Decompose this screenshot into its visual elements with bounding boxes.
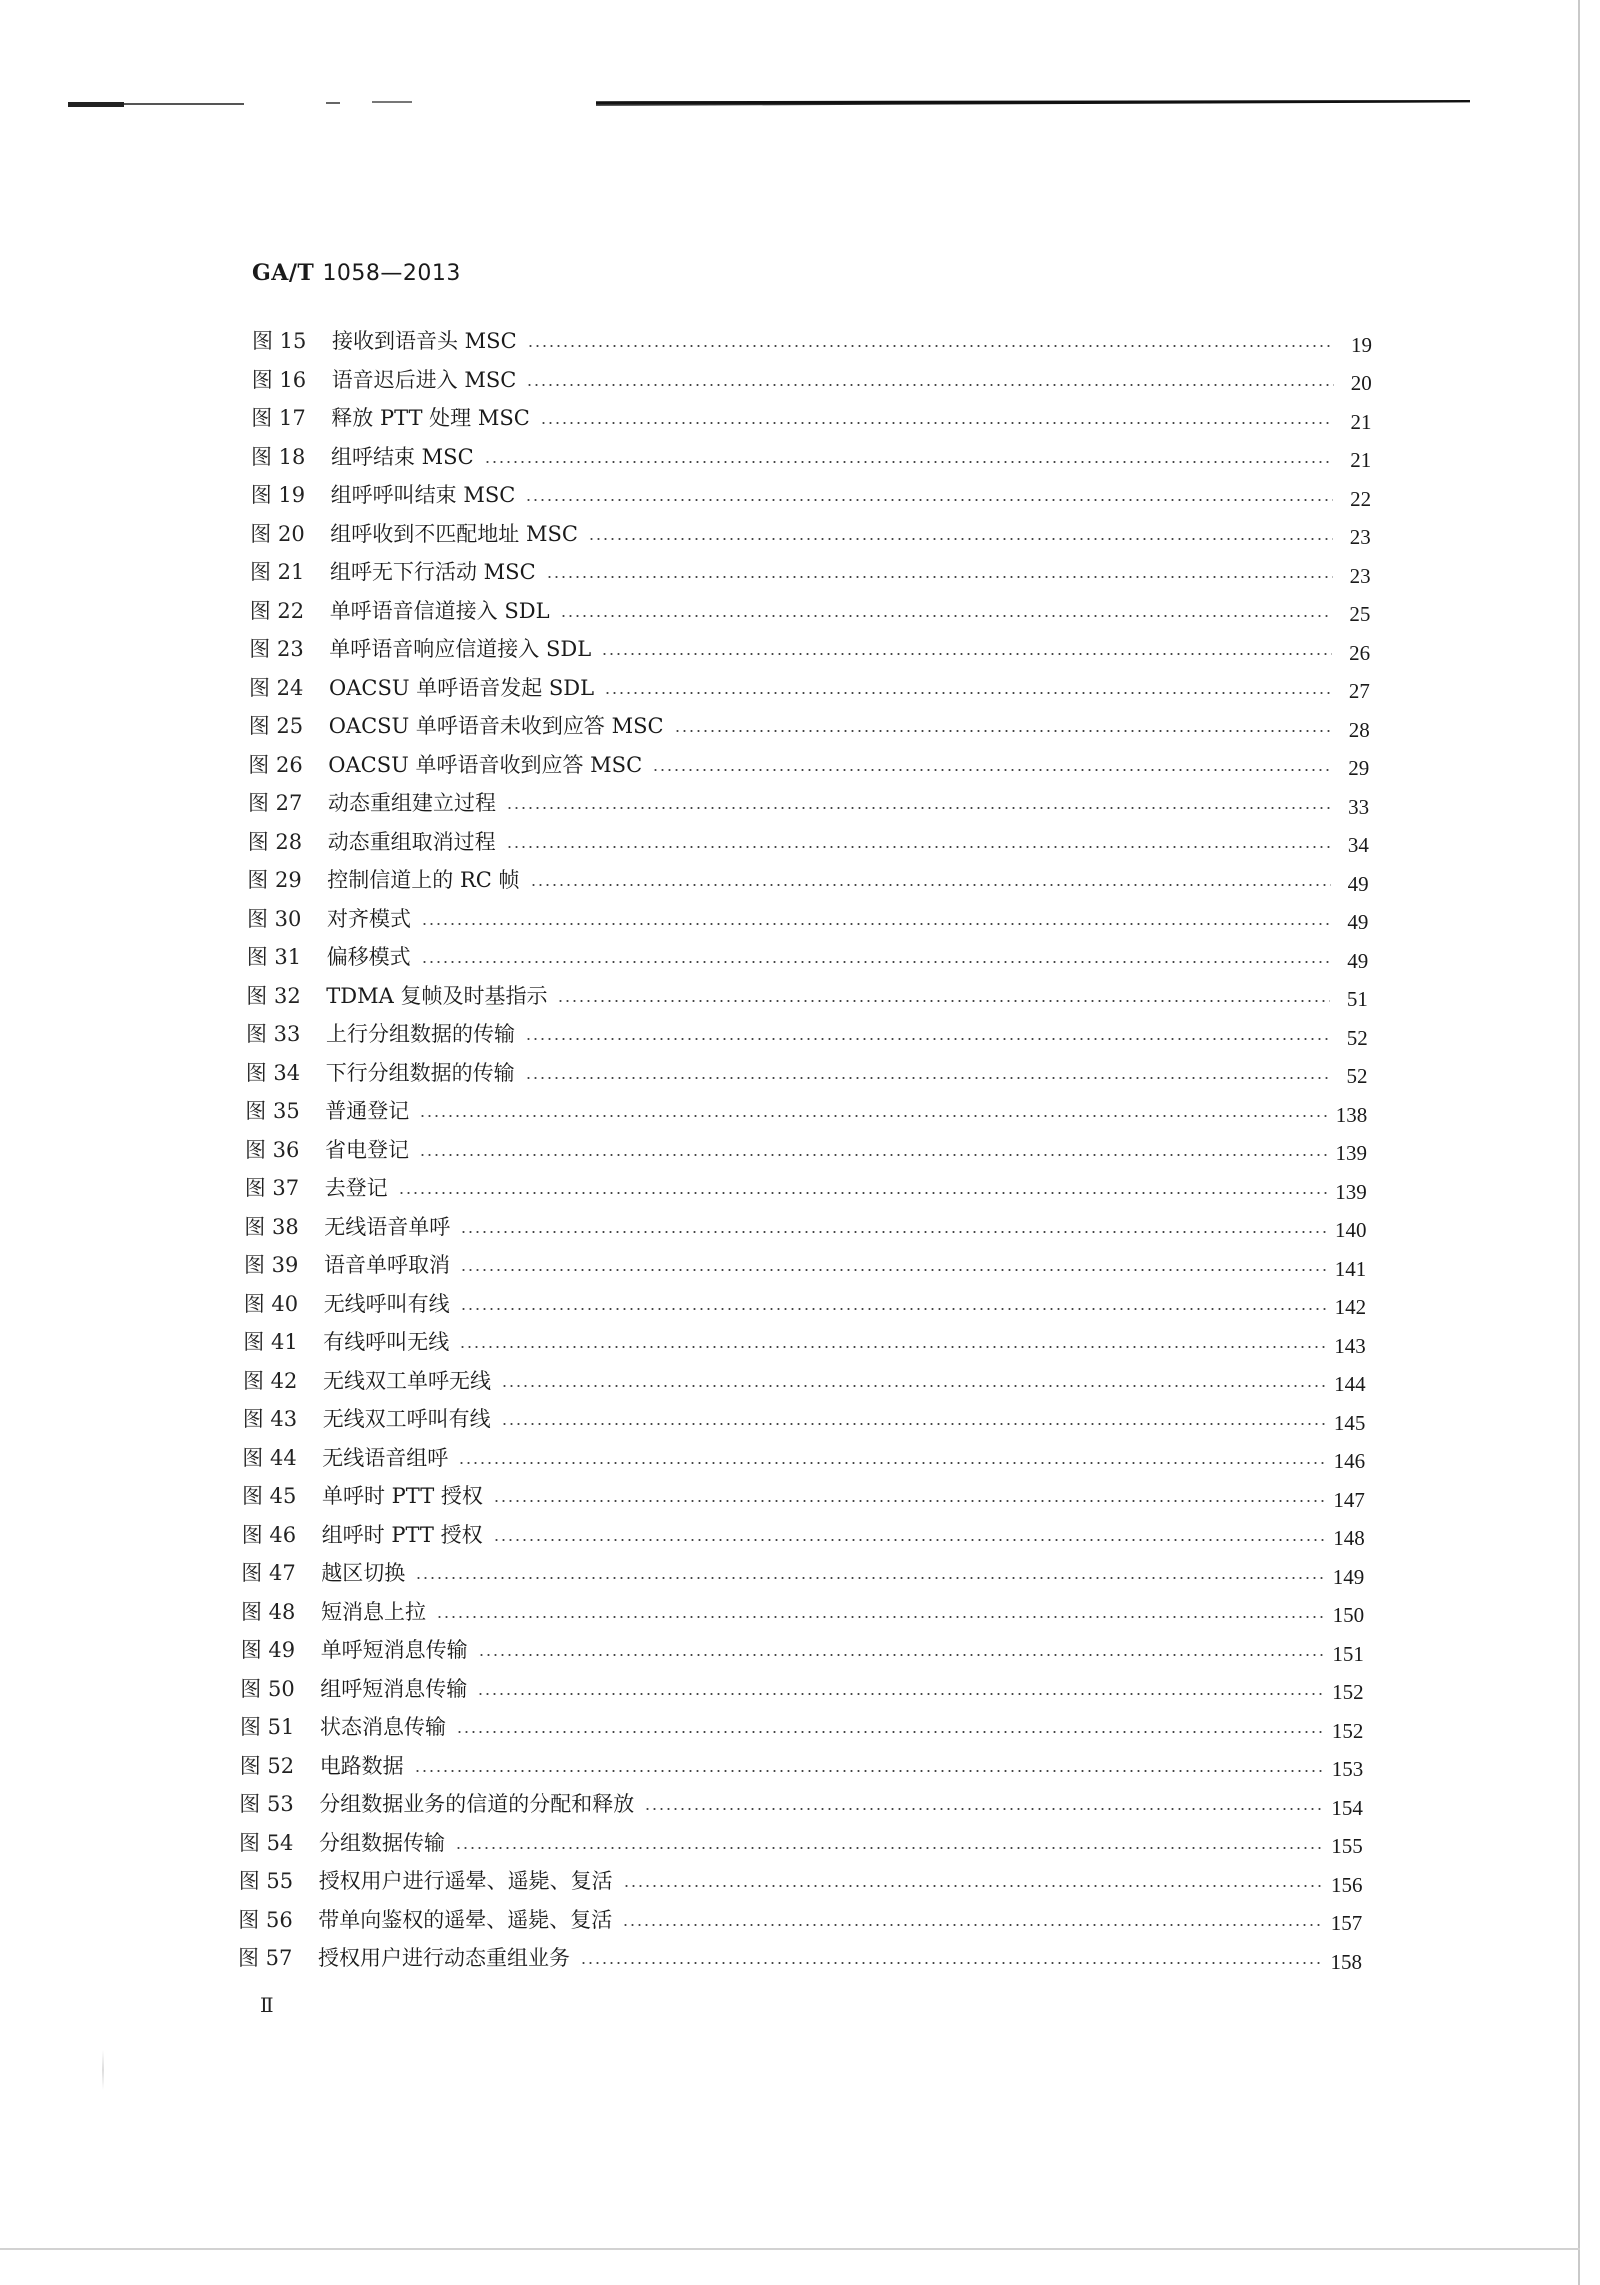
toc-title: 单呼时 PTT 授权 — [322, 1484, 483, 1508]
toc-page-number: 29 — [1348, 756, 1370, 780]
toc-page-number: 139 — [1335, 1179, 1367, 1204]
toc-page-number: 139 — [1335, 1141, 1367, 1165]
header-rule-left — [68, 102, 124, 107]
toc-figure-number: 图 50 — [240, 1676, 295, 1701]
toc-dot-leader — [484, 461, 1334, 463]
toc-entry — [252, 325, 1372, 355]
toc-title: 语音单呼取消 — [324, 1253, 450, 1277]
toc-dot-leader — [493, 1539, 1327, 1541]
toc-entry — [247, 941, 1369, 971]
toc-title: 短消息上拉 — [321, 1599, 426, 1624]
toc-entry — [247, 864, 1368, 894]
toc-page-number: 155 — [1331, 1834, 1363, 1858]
toc-title: 省电登记 — [325, 1137, 409, 1162]
toc-dot-leader — [477, 1693, 1325, 1695]
header-rule-dash — [372, 101, 412, 103]
toc-figure-number: 图 49 — [240, 1638, 296, 1662]
toc-page-number: 26 — [1349, 640, 1371, 665]
toc-title: 接收到语音头 MSC — [332, 329, 517, 353]
scan-speck — [102, 2050, 104, 2090]
toc-figure-number: 图 25 — [248, 714, 304, 738]
toc-page-number: 20 — [1350, 371, 1372, 395]
toc-figure-number: 图 46 — [241, 1522, 297, 1547]
toc-entry — [239, 1827, 1363, 1857]
toc-title: 授权用户进行遥晕、遥毙、复活 — [318, 1869, 613, 1893]
toc-dot-leader — [421, 961, 1331, 963]
toc-entry — [241, 1596, 1364, 1626]
toc-page-number: 147 — [1333, 1487, 1365, 1512]
toc-page-number: 143 — [1334, 1333, 1366, 1358]
toc-title: 控制信道上的 RC 帧 — [327, 868, 520, 892]
toc-dot-leader — [414, 1770, 1326, 1772]
toc-entry — [248, 749, 1369, 779]
toc-page-number: 34 — [1347, 833, 1369, 857]
toc-page-number: 154 — [1331, 1795, 1363, 1820]
toc-title: 下行分组数据的传输 — [325, 1060, 515, 1085]
toc-figure-number: 图 22 — [249, 598, 305, 623]
toc-entry — [248, 826, 1369, 856]
toc-entry — [246, 980, 1368, 1010]
toc-dot-leader — [455, 1847, 1325, 1849]
toc-page-number: 152 — [1332, 1680, 1364, 1704]
toc-entry — [251, 441, 1371, 471]
toc-entry — [250, 595, 1371, 625]
toc-entry — [249, 672, 1370, 702]
toc-page-number: 138 — [1335, 1102, 1368, 1127]
toc-figure-number: 图 34 — [245, 1060, 301, 1085]
toc-title: 单呼语音信道接入 SDL — [329, 598, 550, 623]
toc-dot-leader — [530, 884, 1331, 886]
toc-entry — [240, 1711, 1363, 1741]
toc-figure-number: 图 30 — [247, 906, 302, 931]
toc-dot-leader — [456, 1731, 1325, 1733]
toc-entry — [245, 1095, 1367, 1125]
toc-page-number: 22 — [1350, 486, 1372, 511]
toc-page-number: 140 — [1334, 1218, 1367, 1242]
toc-dot-leader — [540, 422, 1334, 424]
toc-title: 组呼无下行活动 MSC — [330, 560, 536, 584]
toc-page-number: 144 — [1334, 1372, 1366, 1396]
toc-page-number: 156 — [1330, 1872, 1363, 1897]
toc-title: 组呼时 PTT 授权 — [321, 1522, 483, 1547]
toc-page-number: 146 — [1333, 1449, 1366, 1473]
toc-dot-leader — [459, 1346, 1328, 1348]
toc-figure-number: 图 48 — [241, 1599, 296, 1624]
toc-figure-number: 图 31 — [246, 945, 302, 969]
toc-figure-number: 图 27 — [248, 791, 303, 815]
toc-title: 无线呼叫有线 — [323, 1291, 450, 1316]
toc-title: 电路数据 — [319, 1753, 404, 1778]
toc-page-number: 49 — [1347, 871, 1369, 896]
toc-title: 无线语音组呼 — [322, 1445, 449, 1470]
toc-dot-leader — [546, 576, 1333, 578]
toc-page-number: 141 — [1334, 1256, 1367, 1281]
toc-title: 动态重组建立过程 — [328, 791, 496, 815]
toc-page-number: 28 — [1348, 717, 1370, 742]
toc-figure-number: 图 29 — [247, 868, 302, 892]
toc-figure-number: 图 51 — [240, 1715, 295, 1739]
toc-title: 对齐模式 — [327, 906, 411, 931]
toc-page-number: 19 — [1351, 332, 1372, 357]
toc-figure-number: 图 20 — [250, 521, 305, 546]
toc-entry — [241, 1557, 1364, 1587]
toc-entry — [250, 556, 1371, 586]
toc-dot-leader — [623, 1885, 1325, 1887]
toc-page-number: 153 — [1331, 1757, 1364, 1781]
toc-page-number: 21 — [1350, 409, 1372, 434]
toc-entry — [245, 1172, 1367, 1202]
scan-edge-right — [1578, 0, 1580, 2285]
toc-figure-number: 图 24 — [249, 675, 304, 700]
toc-figure-number: 图 55 — [238, 1869, 294, 1893]
header-rule-right — [596, 100, 1470, 106]
toc-dot-leader — [644, 1808, 1325, 1810]
toc-dot-leader — [419, 1115, 1329, 1117]
toc-figure-number: 图 45 — [242, 1484, 297, 1508]
toc-dot-leader — [622, 1924, 1324, 1926]
toc-title: 无线语音单呼 — [324, 1214, 451, 1239]
toc-page-number: 49 — [1347, 910, 1369, 934]
toc-figure-number: 图 56 — [238, 1907, 293, 1932]
toc-dot-leader — [525, 1038, 1330, 1040]
header-rule-dash — [326, 102, 340, 104]
toc-page-number: 27 — [1348, 679, 1370, 703]
toc-figure-number: 图 18 — [251, 444, 306, 469]
toc-page-number: 142 — [1334, 1295, 1367, 1319]
toc-figure-number: 图 39 — [244, 1253, 299, 1277]
toc-dot-leader — [419, 1154, 1329, 1156]
standard-code — [252, 260, 461, 286]
toc-title: 单呼短消息传输 — [320, 1638, 468, 1662]
toc-figure-number: 图 19 — [250, 483, 306, 507]
toc-entry — [243, 1326, 1366, 1356]
toc-page-number: 23 — [1349, 525, 1371, 549]
toc-dot-leader — [460, 1269, 1328, 1271]
toc-entry — [252, 364, 1372, 394]
toc-entry — [246, 1018, 1368, 1048]
toc-figure-number: 图 53 — [239, 1792, 294, 1816]
toc-dot-leader — [501, 1423, 1328, 1425]
toc-dot-leader — [580, 1962, 1324, 1964]
toc-entry — [245, 1134, 1367, 1164]
toc-entry — [251, 479, 1371, 509]
toc-figure-number: 图 54 — [239, 1830, 294, 1855]
toc-figure-number: 图 43 — [242, 1407, 298, 1431]
toc-figure-number: 图 57 — [238, 1946, 293, 1970]
standard-code-number: 1058—2013 — [322, 261, 461, 286]
toc-figure-number: 图 47 — [241, 1561, 296, 1585]
toc-page-number: 149 — [1332, 1564, 1365, 1589]
toc-dot-leader — [421, 923, 1330, 925]
toc-entry — [244, 1288, 1366, 1318]
toc-title: OACSU 单呼语音收到应答 MSC — [328, 752, 643, 777]
toc-figure-number: 图 42 — [243, 1368, 298, 1393]
toc-entry — [243, 1365, 1366, 1395]
toc-dot-leader — [601, 653, 1332, 655]
toc-entry — [244, 1211, 1366, 1241]
toc-page-number: 33 — [1348, 794, 1370, 819]
toc-dot-leader — [588, 538, 1333, 540]
toc-figure-number: 图 52 — [239, 1753, 295, 1778]
toc-page-number: 25 — [1349, 602, 1371, 626]
toc-dot-leader — [493, 1500, 1327, 1502]
toc-figure-number: 图 41 — [243, 1330, 298, 1354]
toc-title: 单呼语音响应信道接入 SDL — [329, 637, 592, 661]
toc-entry — [243, 1403, 1366, 1433]
toc-entry — [238, 1904, 1362, 1934]
toc-entry — [246, 1057, 1368, 1087]
toc-dot-leader — [398, 1192, 1329, 1194]
toc-page-number: 145 — [1333, 1410, 1366, 1435]
toc-entry — [239, 1788, 1363, 1818]
toc-title: 动态重组取消过程 — [327, 829, 496, 854]
header-rule-left-thin — [124, 103, 244, 105]
toc-page-number: 148 — [1333, 1526, 1365, 1550]
toc-title: 语音迟后进入 MSC — [331, 367, 517, 392]
toc-page-number: 52 — [1346, 1025, 1368, 1050]
toc-dot-leader — [436, 1616, 1326, 1618]
toc-title: 越区切换 — [321, 1561, 406, 1585]
toc-entry — [249, 710, 1370, 740]
toc-figure-number: 图 28 — [247, 829, 303, 854]
toc-page-number: 158 — [1330, 1949, 1362, 1974]
toc-dot-leader — [478, 1654, 1326, 1656]
toc-dot-leader — [526, 384, 1333, 386]
toc-title: 去登记 — [324, 1176, 388, 1200]
toc-page-number: 150 — [1332, 1603, 1365, 1627]
standard-code-prefix: GA/T — [252, 260, 315, 286]
toc-entry — [242, 1442, 1365, 1472]
toc-page-number: 51 — [1346, 987, 1368, 1011]
toc-dot-leader — [557, 1000, 1329, 1002]
toc-title: 分组数据传输 — [319, 1830, 445, 1855]
toc-dot-leader — [506, 846, 1331, 848]
toc-figure-number: 图 16 — [251, 367, 307, 392]
toc-figure-number: 图 44 — [242, 1445, 297, 1470]
toc-figure-number: 图 37 — [244, 1176, 300, 1200]
toc-entry — [247, 903, 1368, 933]
toc-title: TDMA 复帧及时基指示 — [326, 983, 548, 1008]
toc-title: 无线双工呼叫有线 — [322, 1407, 491, 1431]
toc-page-number: 157 — [1330, 1911, 1363, 1935]
toc-page-number: 52 — [1346, 1064, 1368, 1088]
toc-entry — [240, 1673, 1363, 1703]
toc-entry — [240, 1750, 1364, 1780]
toc-title: 组呼结束 MSC — [331, 444, 474, 469]
toc-figure-number: 图 26 — [248, 752, 303, 777]
toc-page-number: 23 — [1349, 563, 1371, 588]
toc-dot-leader — [458, 1462, 1327, 1464]
toc-title: 偏移模式 — [326, 945, 411, 969]
scan-edge-bottom — [0, 2248, 1580, 2250]
toc-title: 状态消息传输 — [320, 1715, 446, 1739]
toc-title: OACSU 单呼语音发起 SDL — [329, 675, 595, 700]
toc-entry — [248, 787, 1369, 817]
toc-dot-leader — [652, 769, 1331, 771]
toc-title: 有线呼叫无线 — [323, 1330, 450, 1354]
toc-entry — [242, 1480, 1365, 1510]
toc-entry — [250, 518, 1371, 548]
toc-title: 组呼收到不匹配地址 MSC — [330, 521, 578, 546]
toc-title: 上行分组数据的传输 — [326, 1022, 515, 1046]
toc-entry — [249, 633, 1370, 663]
toc-figure-number: 图 32 — [246, 983, 301, 1008]
toc-title: 授权用户进行动态重组业务 — [318, 1946, 570, 1970]
toc-figure-number: 图 38 — [244, 1214, 299, 1239]
toc-entry — [239, 1865, 1363, 1895]
toc-figure-number: 图 17 — [251, 406, 306, 430]
toc-page-number: 152 — [1331, 1718, 1364, 1743]
toc-figure-number: 图 15 — [252, 329, 307, 353]
toc-entry — [251, 402, 1371, 432]
toc-dot-leader — [460, 1308, 1328, 1310]
toc-entry — [238, 1942, 1362, 1972]
toc-title: 普通登记 — [325, 1099, 410, 1123]
toc-dot-leader — [674, 730, 1332, 732]
toc-title: 组呼短消息传输 — [320, 1676, 468, 1701]
toc-title: 释放 PTT 处理 MSC — [331, 406, 530, 430]
toc-entry — [244, 1249, 1366, 1279]
toc-figure-number: 图 23 — [249, 637, 304, 661]
toc-figure-number: 图 36 — [245, 1137, 300, 1162]
toc-page-number: 151 — [1332, 1641, 1364, 1666]
toc-dot-leader — [527, 345, 1334, 347]
toc-title: OACSU 单呼语音未收到应答 MSC — [328, 714, 664, 738]
toc-title: 带单向鉴权的遥晕、遥毙、复活 — [318, 1907, 613, 1932]
toc-figure-number: 图 35 — [245, 1099, 300, 1123]
toc-dot-leader — [525, 499, 1333, 501]
toc-dot-leader — [604, 692, 1332, 694]
toc-page-number: 21 — [1350, 448, 1372, 472]
toc-page-number: 49 — [1347, 948, 1369, 973]
toc-figure-number: 图 40 — [243, 1291, 299, 1316]
toc-dot-leader — [460, 1231, 1328, 1233]
toc-entry — [242, 1519, 1365, 1549]
toc-dot-leader — [525, 1077, 1330, 1079]
toc-dot-leader — [560, 615, 1333, 617]
toc-dot-leader — [501, 1385, 1328, 1387]
toc-dot-leader — [415, 1577, 1326, 1579]
toc-figure-number: 图 33 — [246, 1022, 301, 1046]
toc-title: 无线双工单呼无线 — [323, 1368, 491, 1393]
page-number: Ⅱ — [260, 1995, 274, 2017]
toc-entry — [241, 1634, 1364, 1664]
toc-figure-number: 图 21 — [250, 560, 305, 584]
toc-dot-leader — [506, 807, 1331, 809]
toc-title: 分组数据业务的信道的分配和释放 — [319, 1792, 635, 1816]
toc-title: 组呼呼叫结束 MSC — [330, 483, 516, 507]
